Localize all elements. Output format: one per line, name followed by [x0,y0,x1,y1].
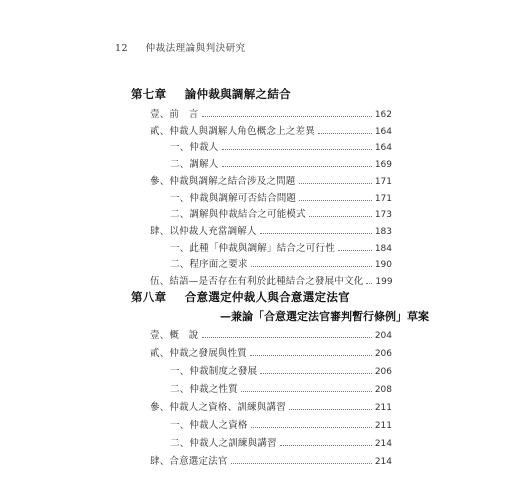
dot-leader [309,216,372,217]
dot-leader [280,445,372,446]
toc-entry [170,415,392,431]
dot-leader [231,463,372,464]
toc-entry-page: 190 [374,260,392,271]
toc-entry [150,451,392,467]
toc-entry-page: 206 [374,367,392,377]
toc-entry [150,343,392,359]
toc-entry [170,188,392,204]
dot-leader [202,337,372,338]
toc-entry-page: 214 [374,439,392,449]
dot-leader [318,133,372,134]
toc-entry-label: 二、仲裁人之訓練與講習 [170,438,277,449]
chapter-8-title: 合意選定仲裁人與合意選定法官 [184,290,350,304]
toc-entry-page: 171 [374,176,392,187]
toc-entry [150,121,392,137]
dot-leader [366,283,372,284]
toc-entry-label: 肆、合意選定法官 [150,456,228,467]
toc-entry-page: 183 [374,226,392,237]
toc-entry-label: 壹、概 說 [150,330,199,341]
dot-leader [251,266,372,267]
toc-entry [170,254,392,270]
dot-leader [241,391,372,392]
dot-leader [251,427,372,428]
dot-leader [222,149,372,150]
toc-entry-label: 伍、結語—是否存在有利於此種結合之發展中文化 [150,276,364,287]
toc-entry [170,361,392,377]
book-title: 仲裁法理論與判決研究 [145,43,246,54]
dot-leader [250,355,372,356]
toc-entry-page: 162 [374,110,392,120]
chapter-8-number: 第八章 [131,290,167,304]
toc-entry [170,154,392,170]
page-number: 12 [115,43,129,54]
toc-entry-label: 一、此種「仲裁與調解」結合之可行性 [170,242,335,254]
toc-entry [150,397,392,413]
toc-entry [170,204,392,220]
toc-entry-page: 204 [374,331,392,341]
toc-entry-page: 199 [375,277,393,287]
toc-entry-page: 211 [374,403,392,413]
toc-entry-label: 二、仲裁之性質 [170,384,238,395]
toc-entry-label: 一、仲裁人 [170,142,219,154]
toc-entry-page: 214 [374,457,392,467]
dot-leader [260,233,372,234]
chapter-7-number: 第七章 [131,87,167,101]
toc-entry-label: 貳、仲裁人與調解人角色概念上之差異 [150,125,315,137]
dot-leader [289,409,372,410]
toc-entry-page: 164 [374,143,392,154]
toc-entry-page: 171 [374,193,392,204]
toc-entry [150,325,392,341]
toc-entry [150,104,392,120]
toc-entry [150,171,392,187]
toc-entry [170,137,392,153]
toc-entry [150,221,392,237]
toc-entry-page: 164 [374,126,392,137]
toc-entry-label: 貳、仲裁之發展與性質 [150,348,248,359]
dot-leader [299,200,372,201]
toc-entry-label: 二、程序面之要求 [170,259,248,271]
toc-entry-label: 參、仲裁人之資格、訓練與講習 [150,402,286,413]
dot-leader [338,250,372,251]
toc-entry-page: 169 [374,160,392,171]
toc-entry [150,271,392,287]
toc-entry-label: 二、調解人 [170,159,219,171]
toc-entry-label: 一、仲裁與調解可否結合問題 [170,192,297,204]
toc-entry-label: 壹、前 言 [150,109,199,120]
dot-leader [299,183,372,184]
running-head [115,40,246,54]
toc-entry [170,379,392,395]
toc-entry [170,433,392,449]
toc-entry-page: 184 [374,243,392,254]
toc-entry-page: 211 [374,421,392,431]
toc-entry-label: 二、調解與仲裁結合之可能模式 [170,209,306,221]
toc-entry-page: 173 [374,210,392,221]
toc-entry [170,238,392,254]
toc-entry-page: 208 [374,385,392,395]
chapter-8-heading [131,289,350,305]
dot-leader [202,116,372,117]
toc-entry-label: 一、仲裁制度之發展 [170,366,258,377]
toc-entry-label: 肆、以仲裁人充當調解人 [150,225,257,237]
chapter-7-title: 論仲裁與調解之結合 [184,87,291,101]
chapter-7-heading [131,86,291,102]
dot-leader [260,373,372,374]
toc-entry-page: 206 [374,349,392,359]
dot-leader [222,166,372,167]
toc-entry-label: 參、仲裁與調解之結合涉及之問題 [150,175,296,187]
chapter-8-subtitle: —兼論「合意選定法官審判暫行條例」草案 [220,310,429,323]
toc-entry-label: 一、仲裁人之資格 [170,420,248,431]
